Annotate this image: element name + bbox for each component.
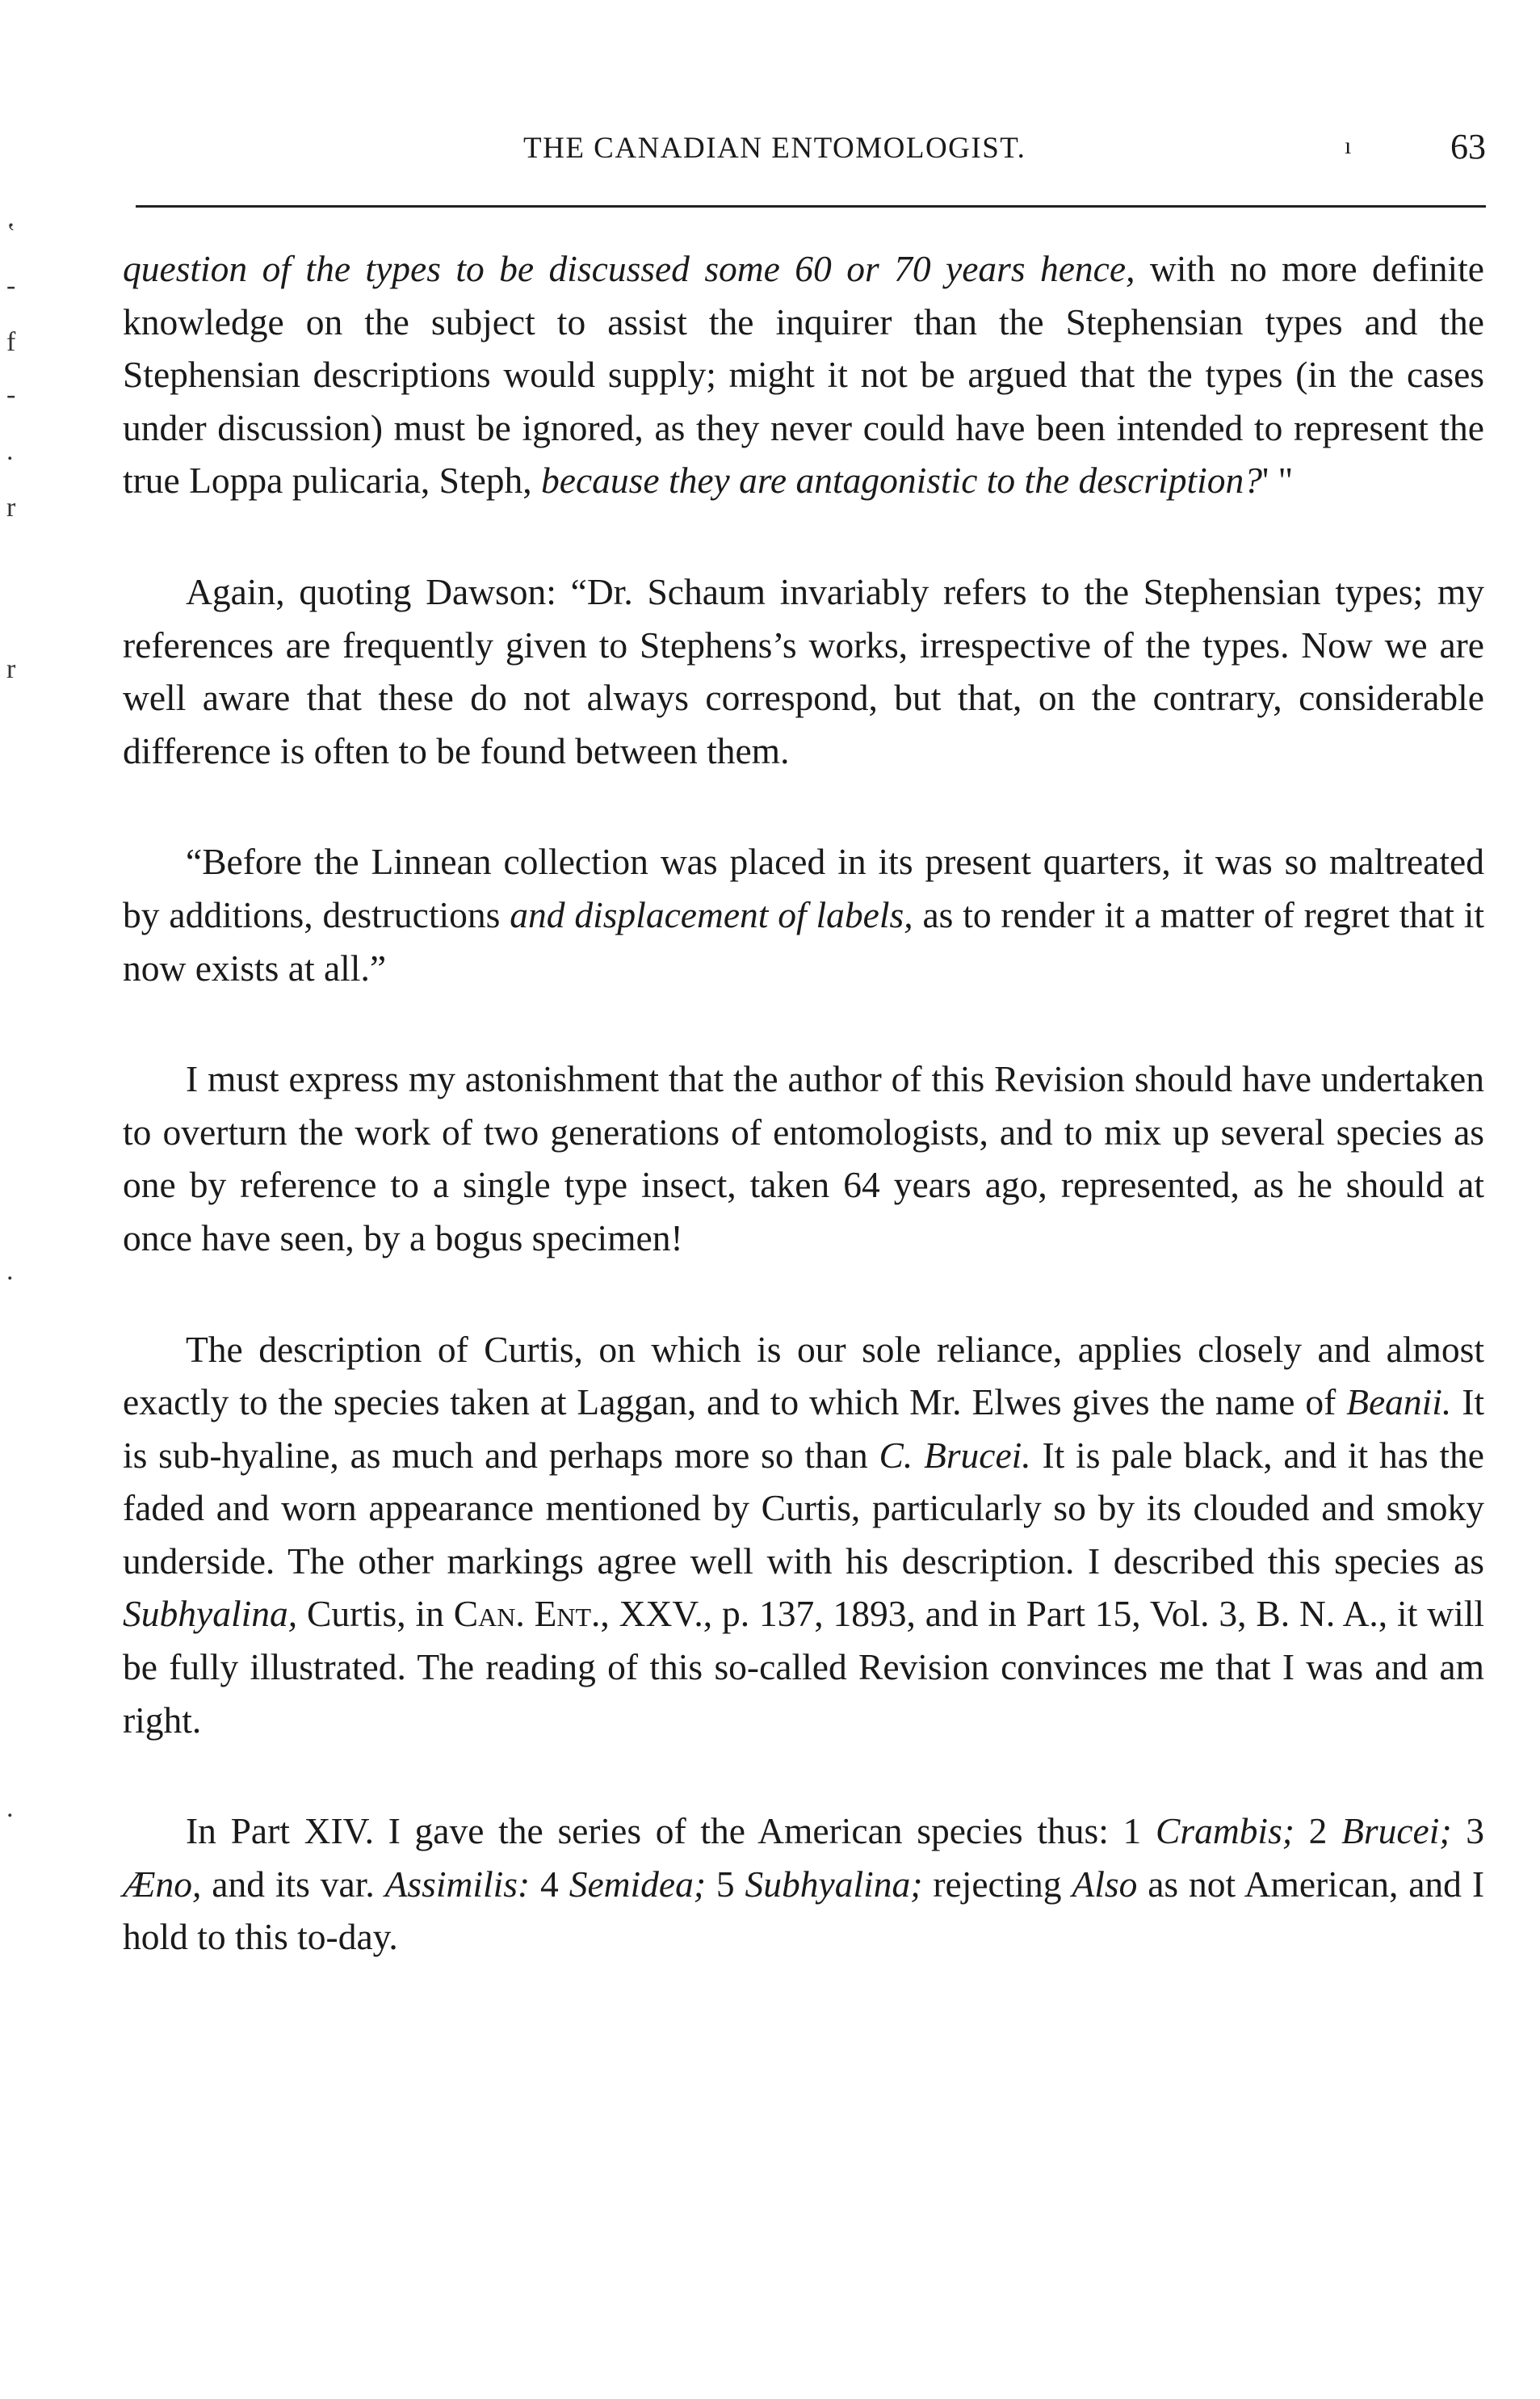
running-title: THE CANADIAN ENTOMOLOGIST. (523, 132, 1026, 165)
italic-text: Æno, (123, 1863, 202, 1905)
text-run: Again, quoting Dawson: “Dr. Schaum invariably refers to the Stephensian types; my references are frequently given to Stephens’s works, irrespective of the types. Now we are well aware that these do not always correspond, but that, on the contrary, considerable difference is often to be found between them. (123, 570, 1484, 771)
italic-text: Brucei; (1341, 1810, 1452, 1852)
text-run: and its var. (201, 1863, 385, 1905)
page-number: 63 (1450, 127, 1486, 166)
italic-text: Beanii. (1346, 1381, 1452, 1423)
italic-text: because they are antagonistic to the description? (541, 460, 1262, 502)
margin-mark: . (6, 1256, 14, 1286)
text-run: , XXV., p. 137, 1893, and in Part 15, Vol. 3, B. N. A., it will be fully illustrated. The reading of this so-called Revision convinces me that I was and am right. (123, 1593, 1484, 1741)
header-mark: ı (1345, 132, 1352, 159)
italic-text: Crambis; (1156, 1810, 1295, 1852)
paragraph-gap (123, 507, 1484, 565)
header-rule (136, 205, 1486, 208)
text-run: as to render it a matter of regret that it now exists at all.” (123, 893, 1484, 989)
italic-text: and displacement of labels, (510, 893, 913, 935)
body-text (123, 242, 1484, 1964)
paragraph (123, 242, 1484, 507)
text-run: 4 (530, 1863, 569, 1905)
margin-mark: - (6, 271, 16, 300)
text-run: In Part XIV. I gave the series of the American species thus: 1 (186, 1810, 1156, 1852)
italic-text: Subhyalina, (123, 1593, 298, 1635)
italic-text: Semidea; (569, 1863, 706, 1905)
text-run: Curtis, in (297, 1593, 454, 1635)
margin-mark: . (6, 436, 14, 466)
text-run: ' " (1262, 460, 1294, 502)
paragraph-gap (123, 994, 1484, 1052)
paragraph-gap (123, 1265, 1484, 1323)
margin-mark: f (6, 327, 16, 357)
text-run: as not American, and I hold to this to-day. (123, 1863, 1484, 1958)
italic-text: C. Brucei. (879, 1434, 1031, 1476)
margin-mark: . (6, 1793, 14, 1823)
text-run: It is sub-hyaline, as much and perhaps more so than (123, 1381, 1484, 1476)
margin-mark: - (6, 380, 16, 410)
italic-text: question of the types to be discussed some 60 or 70 years hence, (123, 248, 1135, 289)
text-run: I must express my astonishment that the author of this Revision should have undertaken to overturn the work of two generations of entomologists, and to mix up several species as one by reference to a single type insect, taken 64 years ago, represented, as he should at once have seen, by a bogus specimen! (123, 1058, 1484, 1258)
paragraph (123, 835, 1484, 994)
text-run: The description of Curtis, on which is our sole reliance, applies closely and almost exactly to the species taken at Laggan, and to which Mr. Elwes gives the name of (123, 1328, 1484, 1423)
text-run: It is pale black, and it has the faded and worn appearance mentioned by Curtis, particularly so by its clouded and smoky underside. The other markings agree well with his description. I described this species as (123, 1434, 1484, 1582)
text-run: rejecting (922, 1863, 1072, 1905)
paragraph-gap (123, 1746, 1484, 1805)
text-run: with no more definite knowledge on the subject to assist the inquirer than the Stephensian types and the Stephensian descriptions would supply; might it not be argued that the types (in the cases under discussion) must be ignored, as they never could have been intended to represent the true Loppa pulicaria, Steph, (123, 248, 1484, 502)
margin-mark: r (6, 493, 16, 523)
page-header (129, 126, 1486, 174)
margin-mark: r (6, 654, 16, 684)
paragraph (123, 565, 1484, 777)
italic-text: Also (1072, 1863, 1138, 1905)
italic-text: Subhyalina; (745, 1863, 923, 1905)
text-run: 3 (1451, 1810, 1485, 1852)
paragraph-gap (123, 777, 1484, 835)
paragraph (123, 1323, 1484, 1747)
text-run: “Before the Linnean collection was placed in its present quarters, it was so maltreated by additions, destructions (123, 841, 1484, 935)
italic-text: Assimilis: (384, 1863, 531, 1905)
paragraph (123, 1052, 1484, 1264)
margin-mark: ʽ (6, 218, 16, 248)
paragraph (123, 1805, 1484, 1964)
text-run: 2 (1294, 1810, 1342, 1852)
text-run: Can. Ent. (453, 1593, 601, 1635)
text-run: 5 (705, 1863, 745, 1905)
